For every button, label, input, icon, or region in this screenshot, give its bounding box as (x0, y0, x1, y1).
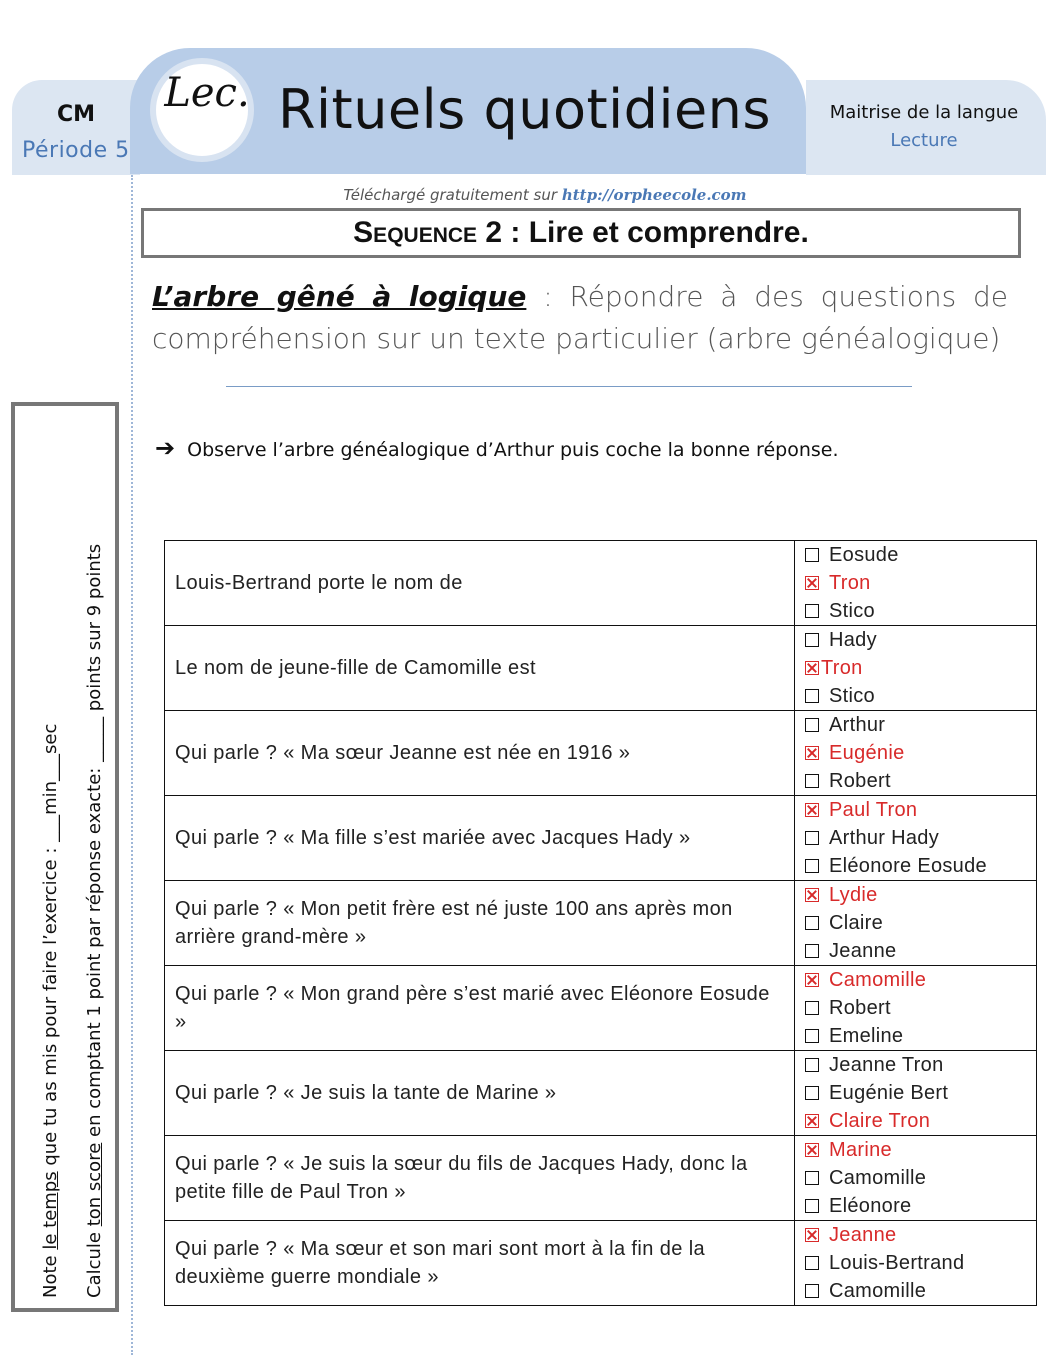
checkbox-icon[interactable] (805, 1001, 819, 1015)
question-text: Louis-Bertrand porte le nom de (165, 541, 795, 626)
answer-option[interactable] (805, 1277, 1036, 1305)
logo: Lec. (164, 70, 250, 116)
download-note (0, 186, 1057, 204)
answer-option[interactable] (805, 881, 1036, 909)
instruction (155, 434, 839, 462)
answer-option[interactable] (805, 1107, 1036, 1135)
answer-option[interactable] (805, 937, 1036, 965)
checkbox-icon[interactable] (805, 689, 819, 703)
checked-box-icon[interactable] (805, 973, 819, 987)
answer-options (795, 1051, 1037, 1136)
option-label: Arthur (829, 714, 886, 736)
question-text: Qui parle ? « Ma sœur et son mari sont mort à la fin de la deuxième guerre mondiale » (165, 1221, 795, 1306)
domain-panel (806, 80, 1046, 175)
table-row (165, 1051, 1037, 1136)
answer-options (795, 711, 1037, 796)
level-label: CM (56, 102, 96, 127)
answer-option[interactable] (805, 796, 1036, 824)
checkbox-icon[interactable] (805, 1029, 819, 1043)
arrow-icon: ➔ (155, 434, 176, 462)
answer-option[interactable] (805, 1022, 1036, 1050)
answer-option[interactable] (805, 626, 1036, 654)
download-link[interactable]: http://orpheecole.com (561, 186, 747, 204)
table-row (165, 796, 1037, 881)
checkbox-icon[interactable] (805, 718, 819, 732)
page-title: Rituels quotidiens (278, 78, 772, 141)
answer-option[interactable] (805, 1079, 1036, 1107)
table-row (165, 626, 1037, 711)
table-row (165, 1136, 1037, 1221)
option-label: Camomille (829, 969, 927, 991)
option-label: Tron (829, 572, 871, 594)
margin-line (131, 175, 133, 1355)
time-line: Note le temps que tu as mis pour faire l’exercice : ___min___sec (40, 723, 61, 1298)
checked-box-icon[interactable] (805, 803, 819, 817)
checkbox-icon[interactable] (805, 831, 819, 845)
answer-option[interactable] (805, 654, 1036, 682)
checkbox-icon[interactable] (805, 774, 819, 788)
option-label: Stico (829, 685, 875, 707)
option-label: Paul Tron (829, 799, 918, 821)
answer-option[interactable] (805, 711, 1036, 739)
answer-option[interactable] (805, 1136, 1036, 1164)
option-label: Eosude (829, 544, 899, 566)
option-label: Robert (829, 770, 891, 792)
option-label: Eugénie Bert (829, 1082, 949, 1104)
option-label: Hady (829, 629, 877, 651)
answer-options (795, 1221, 1037, 1306)
question-text: Le nom de jeune-fille de Camomille est (165, 626, 795, 711)
option-label: Jeanne Tron (829, 1054, 944, 1076)
option-label: Claire (829, 912, 884, 934)
answer-option[interactable] (805, 1051, 1036, 1079)
checked-box-icon[interactable] (805, 1114, 819, 1128)
answer-options (795, 966, 1037, 1051)
answer-option[interactable] (805, 541, 1036, 569)
checkbox-icon[interactable] (805, 1256, 819, 1270)
checkbox-icon[interactable] (805, 1199, 819, 1213)
option-label: Camomille (829, 1280, 927, 1302)
checked-box-icon[interactable] (805, 1228, 819, 1242)
option-label: Marine (829, 1139, 892, 1161)
download-prefix: Téléchargé gratuitement sur (343, 186, 558, 204)
checkbox-icon[interactable] (805, 604, 819, 618)
option-label: Eléonore Eosude (829, 855, 987, 877)
sequence-title: Lire et comprendre. (528, 216, 809, 249)
answer-option[interactable] (805, 682, 1036, 710)
questions-table (164, 540, 1037, 1306)
period-label: Période 5 (22, 138, 130, 163)
sequence-heading (141, 208, 1021, 258)
checkbox-icon[interactable] (805, 1171, 819, 1185)
checked-box-icon[interactable] (805, 746, 819, 760)
answer-option[interactable] (805, 1221, 1036, 1249)
sequence-separator: : (502, 216, 529, 249)
checkbox-icon[interactable] (805, 916, 819, 930)
question-text: Qui parle ? « Je suis la sœur du fils de Jacques Hady, donc la petite fille de Paul Tron » (165, 1136, 795, 1221)
option-label: Arthur Hady (829, 827, 940, 849)
option-label: Eugénie (829, 742, 905, 764)
sequence-label: Sequence 2 (353, 216, 503, 249)
score-sidebar (11, 402, 119, 1312)
answer-option[interactable] (805, 852, 1036, 880)
intro-label: L’arbre gêné à logique (152, 280, 527, 313)
question-text: Qui parle ? « Mon grand père s’est marié avec Eléonore Eosude » (165, 966, 795, 1051)
answer-option[interactable] (805, 994, 1036, 1022)
checked-box-icon[interactable] (805, 888, 819, 902)
table-row (165, 881, 1037, 966)
question-text: Qui parle ? « Ma sœur Jeanne est née en 1916 » (165, 711, 795, 796)
answer-option[interactable] (805, 597, 1036, 625)
answer-option[interactable] (805, 569, 1036, 597)
option-label: Claire Tron (829, 1110, 931, 1132)
answer-options (795, 626, 1037, 711)
intro-paragraph (152, 276, 1008, 360)
checked-box-icon[interactable] (805, 661, 819, 675)
subdomain-label: Lecture (890, 130, 958, 151)
answer-option[interactable] (805, 767, 1036, 795)
option-label: Camomille (829, 1167, 927, 1189)
answer-options (795, 881, 1037, 966)
answer-option[interactable] (805, 824, 1036, 852)
answer-option[interactable] (805, 1192, 1036, 1220)
option-label: Jeanne (829, 1224, 897, 1246)
checkbox-icon[interactable] (805, 548, 819, 562)
instruction-text: Observe l’arbre généalogique d’Arthur puis coche la bonne réponse. (187, 439, 839, 461)
option-label: Jeanne (829, 940, 897, 962)
answer-option[interactable] (805, 1164, 1036, 1192)
table-row (165, 966, 1037, 1051)
option-label: Robert (829, 997, 891, 1019)
answer-option[interactable] (805, 909, 1036, 937)
question-text: Qui parle ? « Mon petit frère est né juste 100 ans après mon arrière grand-mère » (165, 881, 795, 966)
answer-option[interactable] (805, 739, 1036, 767)
divider (226, 386, 912, 387)
option-label: Louis-Bertrand (829, 1252, 965, 1274)
table-row (165, 541, 1037, 626)
checked-box-icon[interactable] (805, 1143, 819, 1157)
answer-option[interactable] (805, 966, 1036, 994)
level-panel (12, 80, 140, 175)
option-label: Lydie (829, 884, 878, 906)
option-label: Tron (821, 657, 863, 679)
checkbox-icon[interactable] (805, 1058, 819, 1072)
checkbox-icon[interactable] (805, 1284, 819, 1298)
checkbox-icon[interactable] (805, 944, 819, 958)
score-line: Calcule ton score en comptant 1 point par réponse exacte: _____ points sur 9 points (84, 543, 105, 1298)
question-text: Qui parle ? « Ma fille s’est mariée avec Jacques Hady » (165, 796, 795, 881)
checkbox-icon[interactable] (805, 633, 819, 647)
table-row (165, 1221, 1037, 1306)
option-label: Eléonore (829, 1195, 912, 1217)
domain-label: Maitrise de la langue (829, 102, 1019, 123)
option-label: Emeline (829, 1025, 904, 1047)
option-label: Stico (829, 600, 875, 622)
answer-options (795, 796, 1037, 881)
checkbox-icon[interactable] (805, 859, 819, 873)
checkbox-icon[interactable] (805, 1086, 819, 1100)
intro-text: : Répondre à des questions de compréhension sur un texte particulier (arbre généalogique) (152, 280, 1009, 355)
checked-box-icon[interactable] (805, 576, 819, 590)
answer-options (795, 541, 1037, 626)
answer-option[interactable] (805, 1249, 1036, 1277)
table-row (165, 711, 1037, 796)
question-text: Qui parle ? « Je suis la tante de Marine » (165, 1051, 795, 1136)
answer-options (795, 1136, 1037, 1221)
